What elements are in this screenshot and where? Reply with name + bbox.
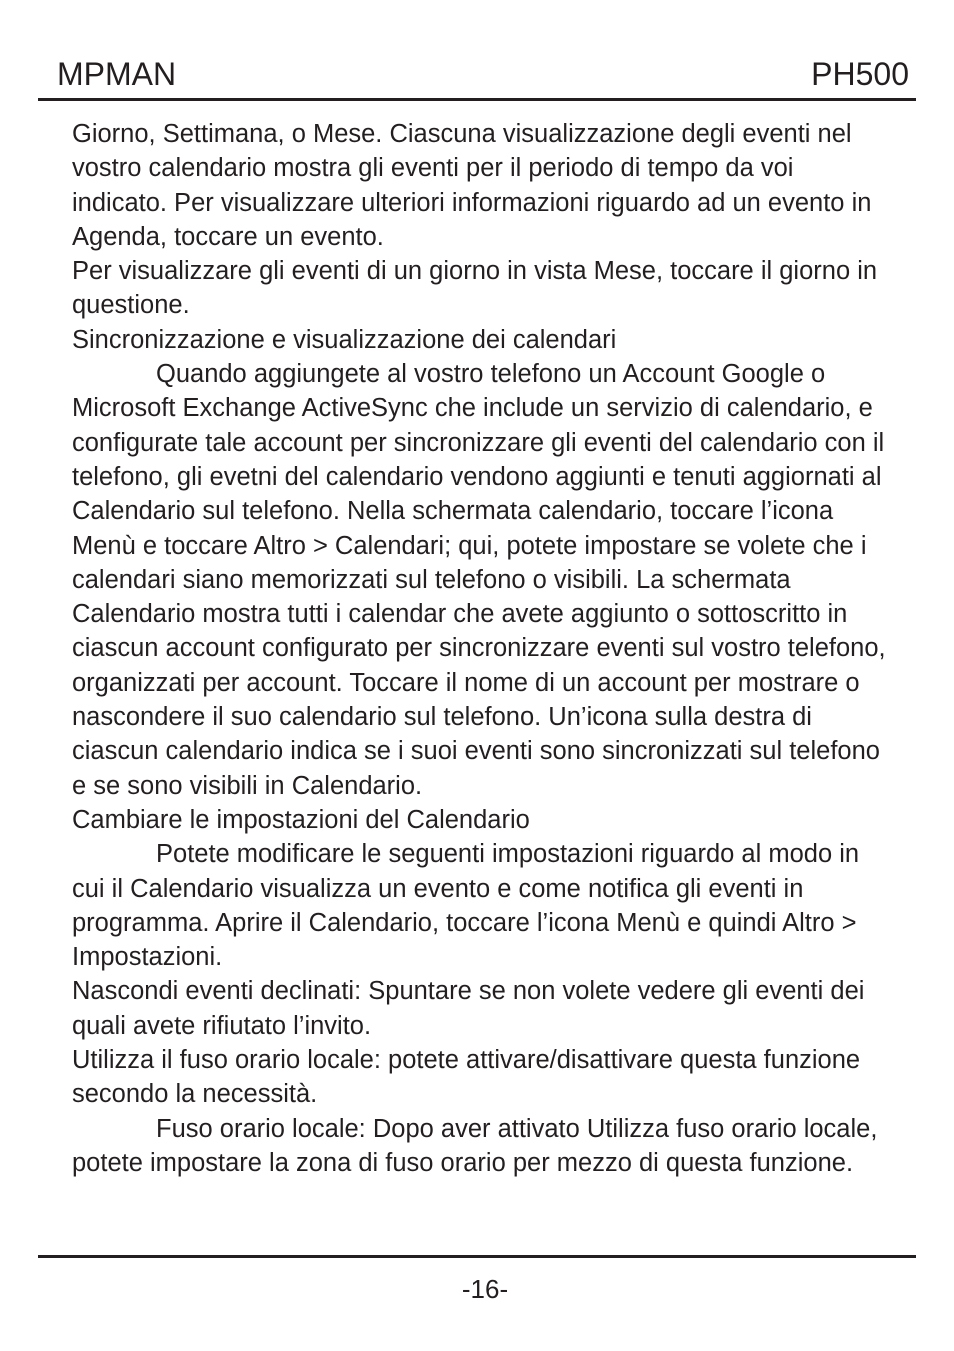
brand-name: MPMAN xyxy=(57,56,177,92)
paragraph-settings-intro: Potete modificare le seguenti impostazioni riguardo al modo in cui il Calendario visualizza un evento e come notifica gli eventi in programma. Aprire il Calendario, toccare l’icona Menù e quindi Altro > Impostazioni. xyxy=(72,840,860,972)
header-divider xyxy=(38,98,916,101)
model-name: PH500 xyxy=(811,56,909,92)
body-text xyxy=(72,117,892,1180)
section-heading-settings: Cambiare le impostazioni del Calendario xyxy=(72,805,530,834)
footer-divider xyxy=(38,1255,916,1258)
page-number: -16- xyxy=(461,1274,509,1304)
paragraph-hide-declined: Nascondi eventi declinati: Spuntare se non volete vedere gli eventi dei quali avete rifiutato l’invito. xyxy=(72,977,865,1040)
page-header xyxy=(38,50,916,98)
section-heading-sync: Sincronizzazione e visualizzazione dei calendari xyxy=(72,325,617,354)
paragraph-view-modes: Giorno, Settimana, o Mese. Ciascuna visualizzazione degli eventi nel vostro calendario mostra gli eventi per il periodo di tempo da voi indicato. Per visualizzare ulteriori informazioni riguardo ad un evento in Agenda, toccare un evento. xyxy=(72,120,872,251)
paragraph-sync-details: Quando aggiungete al vostro telefono un Account Google o Microsoft Exchange ActiveSync che include un servizio di calendario, e configurate tale account per sincronizzare gli eventi del calendario con il telefono, gli evetni del calendario vendono aggiunti e tenuti aggiornati al Calendario sul telefono. Nella schermata calendario, toccare l’icona Menù e toccare Altro > Calendari; qui, potete impostare se volete che i calendari siano memorizzati sul telefono o visibili. La schermata Calendario mostra tutti i calendar che avete aggiunto o sottoscritto in ciascun account configurato per sincronizzare eventi sul vostro telefono, organizzati per account. Toccare il nome di un account per mostrare o nascondere il suo calendario sul telefono. Un’icona sulla destra di ciascun calendario indica se i suoi eventi sono sincronizzati sul telefono e se sono visibili in Calendario. xyxy=(72,360,886,800)
paragraph-local-timezone: Utilizza il fuso orario locale: potete attivare/disattivare questa funzione secondo la necessità. xyxy=(72,1046,861,1109)
paragraph-month-view: Per visualizzare gli eventi di un giorno in vista Mese, toccare il giorno in questione. xyxy=(72,257,878,320)
paragraph-timezone-setting: Fuso orario locale: Dopo aver attivato Utilizza fuso orario locale, potete impostare la zona di fuso orario per mezzo di questa funzione. xyxy=(72,1114,878,1177)
